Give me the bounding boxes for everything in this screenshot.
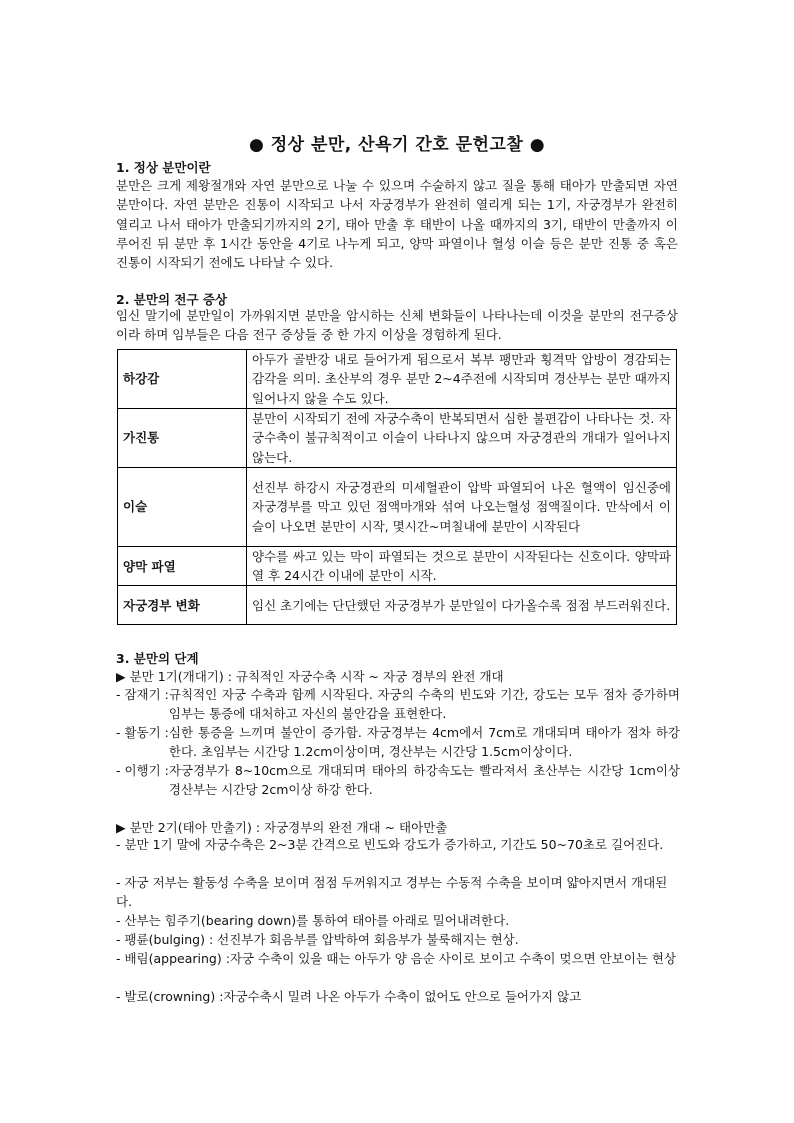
symptom-term: 이슬 (118, 468, 247, 547)
stage-label: - 잠재기 : (116, 687, 169, 702)
list-item (116, 723, 680, 761)
symptom-description: 아두가 골반강 내로 들어가게 됨으로서 복부 팽만과 횡격막 압방이 경감되는 감각을 의미. 초산부의 경우 분만 2~4주전에 시작되며 경산부는 분만 때까지 일어나지 않을 수도 있다. (247, 350, 677, 409)
table-row (118, 468, 677, 547)
table-row (118, 547, 677, 586)
stage-text: 자궁경부가 8~10cm으로 개대되며 태아의 하강속도는 빨라져서 초산부는 시간당 1cm이상 경산부는 시간당 2cm이상 하강 한다. (168, 763, 680, 798)
stage-label: - 활동기 : (116, 725, 169, 740)
symptom-description: 임신 초기에는 단단했던 자궁경부가 분만일이 다가올수록 점점 부드러워진다. (247, 586, 677, 625)
section-2-heading: 2. 분만의 전구 증상 (116, 292, 228, 307)
section-3-heading: 3. 분만의 단계 (116, 651, 199, 666)
list-item: - 산부는 힘주기(bearing down)를 통하여 태아를 아래로 밀어내려한다. (116, 913, 510, 928)
table-row (118, 350, 677, 409)
stage-2-title: ▶ 분만 2기(태아 만출기) : 자궁경부의 완전 개대 ~ 태아만출 (116, 820, 448, 835)
term-label: - 배림(appearing) : (116, 951, 230, 966)
list-item (116, 761, 680, 799)
list-item: - 분만 1기 말에 자궁수축은 2~3분 간격으로 빈도와 강도가 증가하고, 기간도 50~70초로 길어진다. (116, 837, 664, 852)
section-1-heading: 1. 정상 분만이란 (116, 160, 211, 175)
symptom-term: 양막 파열 (118, 547, 247, 586)
term-text: 자궁 수축이 있을 때는 아두가 양 음순 사이로 보이고 수축이 멎으면 안보이는 현상 (229, 951, 677, 966)
stage-label: - 이행기 : (116, 763, 169, 778)
symptom-term: 자궁경부 변화 (118, 586, 247, 625)
list-item (116, 685, 680, 723)
term-text: 자궁수축시 밀려 나온 아두가 수축이 없어도 안으로 들어가지 않고 (223, 989, 582, 1004)
list-item (116, 949, 680, 968)
table-row (118, 586, 677, 625)
symptom-term: 가진통 (118, 409, 247, 468)
list-item: - 팽륜(bulging) : 선진부가 회음부를 압박하여 회음부가 불룩해지는 현상. (116, 932, 519, 947)
stage-text: 심한 통증을 느끼며 불안이 증가함. 자궁경부는 4cm에서 7cm로 개대되며 태아가 점차 하강한다. 초임부는 시간당 1.2cm이상이며, 경산부는 시간당 1.5cm이상이다. (168, 725, 680, 760)
prodromal-symptoms-table (117, 349, 677, 625)
symptom-term: 하강감 (118, 350, 247, 409)
document-title: ● 정상 분만, 산욕기 간호 문헌고찰 ● (248, 135, 546, 155)
stage-1-title: ▶ 분만 1기(개대기) : 규칙적인 자궁수축 시작 ~ 자궁 경부의 완전 개대 (116, 669, 504, 684)
symptom-description: 선진부 하강시 자궁경관의 미세혈관이 압박 파열되어 나온 혈액이 임신중에 자궁경부를 막고 있던 점액마개와 섞여 나오는혈성 점액질이다. 만삭에서 이슬이 나오면 분만이 시작, 몇시간~며칠내에 분만이 시작된다 (247, 468, 677, 547)
stage-text: 규칙적인 자궁 수축과 함께 시작된다. 자궁의 수축의 빈도와 기간, 강도는 모두 점차 증가하며 임부는 통증에 대처하고 자신의 불안감을 표현한다. (168, 687, 680, 722)
symptom-description: 분만이 시작되기 전에 자궁수축이 반복되면서 심한 불편감이 나타나는 것. 자궁수축이 불규칙적이고 이슬이 나타나지 않으며 자궁경관의 개대가 일어나지 않는다. (247, 409, 677, 468)
section-2-body: 임신 말기에 분만일이 가까워지면 분만을 암시하는 신체 변화들이 나타나는데 이것을 분만의 전구증상이라 하며 임부들은 다음 전구 증상들 중 한 가지 이상을 경험하게 된다. (116, 308, 678, 343)
list-item: - 자궁 저부는 활동성 수축을 보이며 점점 두꺼워지고 경부는 수동적 수축을 보이며 얇아지면서 개대된다. (116, 875, 668, 910)
table-row (118, 409, 677, 468)
symptom-description: 양수를 싸고 있는 막이 파열되는 것으로 분만이 시작된다는 신호이다. 양막파열 후 24시간 이내에 분만이 시작. (247, 547, 677, 586)
section-1-body: 분만은 크게 제왕절개와 자연 분만으로 나눌 수 있으며 수술하지 않고 질을 통해 태아가 만출되면 자연 분만이다. 자연 분만은 진통이 시작되고 나서 자궁경부가 완전히 열리게 되는 1기, 자궁경부가 완전히 열리고 나서 태아가 만출되기까지의 2기, 태아 만출 후 태반이 나올 때까지의 3기, 태반이 만출까지 이루어진 뒤 분만 후 1시간 동안을 4기로 나누게 되고, 양막 파열이나 혈성 이슬 등은 분만 진통 중 혹은 진통이 시작되기 전에도 나타날 수 있다. (116, 178, 678, 271)
list-item (116, 987, 680, 1006)
term-label: - 발로(crowning) : (116, 989, 224, 1004)
